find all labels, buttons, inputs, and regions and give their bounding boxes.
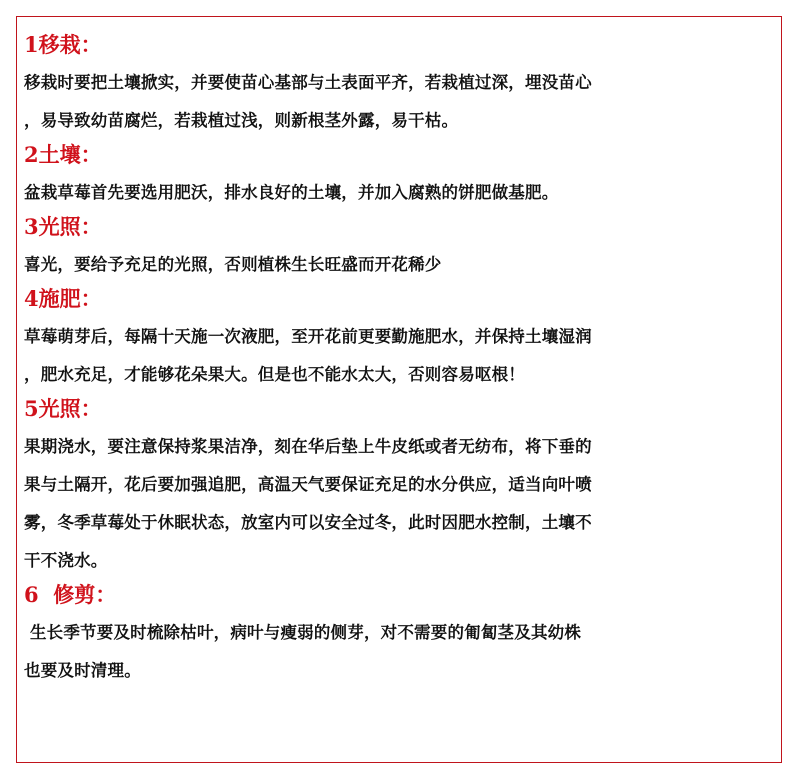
section-body [24, 318, 776, 394]
body-line: 生长季节要及时梳除枯叶，病叶与瘦弱的侧芽，对不需要的匍匐茎及其幼株 [24, 623, 582, 642]
body-line: 草莓萌芽后，每隔十天施一次液肥，至开花前更要勤施肥水，并保持土壤湿润 [24, 327, 592, 346]
section-body [24, 174, 776, 212]
section-body [24, 614, 776, 690]
section-soil [24, 140, 776, 212]
body-line: ，易导致幼苗腐烂，若栽植过浅，则新根茎外露，易干枯。 [24, 111, 459, 130]
body-line: 干不浇水。 [24, 551, 108, 570]
section-heading: 2土壤： [24, 142, 102, 167]
body-line: 移栽时要把土壤掀实，并要使苗心基部与土表面平齐，若栽植过深，埋没苗心 [24, 73, 592, 92]
section-body [24, 64, 776, 140]
section-heading: 1移栽： [24, 32, 102, 57]
body-line: 喜光，要给予充足的光照，否则植株生长旺盛而开花稀少 [24, 255, 442, 274]
care-instructions [24, 30, 776, 690]
section-heading: 6 修剪： [24, 582, 117, 607]
section-transplant [24, 30, 776, 140]
section-fertilize [24, 284, 776, 394]
body-line: 也要及时清理。 [24, 661, 141, 680]
section-body [24, 246, 776, 284]
section-heading: 3光照： [24, 214, 102, 239]
body-line: 果与土隔开，花后要加强追肥，高温天气要保证充足的水分供应，适当向叶喷 [24, 475, 592, 494]
body-line: 盆栽草莓首先要选用肥沃，排水良好的土壤，并加入腐熟的饼肥做基肥。 [24, 183, 559, 202]
section-body [24, 428, 776, 580]
section-heading: 5光照： [24, 396, 102, 421]
section-light [24, 212, 776, 284]
section-heading: 4施肥： [24, 286, 102, 311]
body-line: 雾，冬季草莓处于休眠状态，放室内可以安全过冬，此时因肥水控制，土壤不 [24, 513, 592, 532]
body-line: 果期浇水，要注意保持浆果洁净，刻在华后垫上牛皮纸或者无纺布，将下垂的 [24, 437, 592, 456]
section-prune [24, 580, 776, 690]
section-light-2 [24, 394, 776, 580]
body-line: ，肥水充足，才能够花朵果大。但是也不能水太大，否则容易呕根！ [24, 365, 525, 384]
